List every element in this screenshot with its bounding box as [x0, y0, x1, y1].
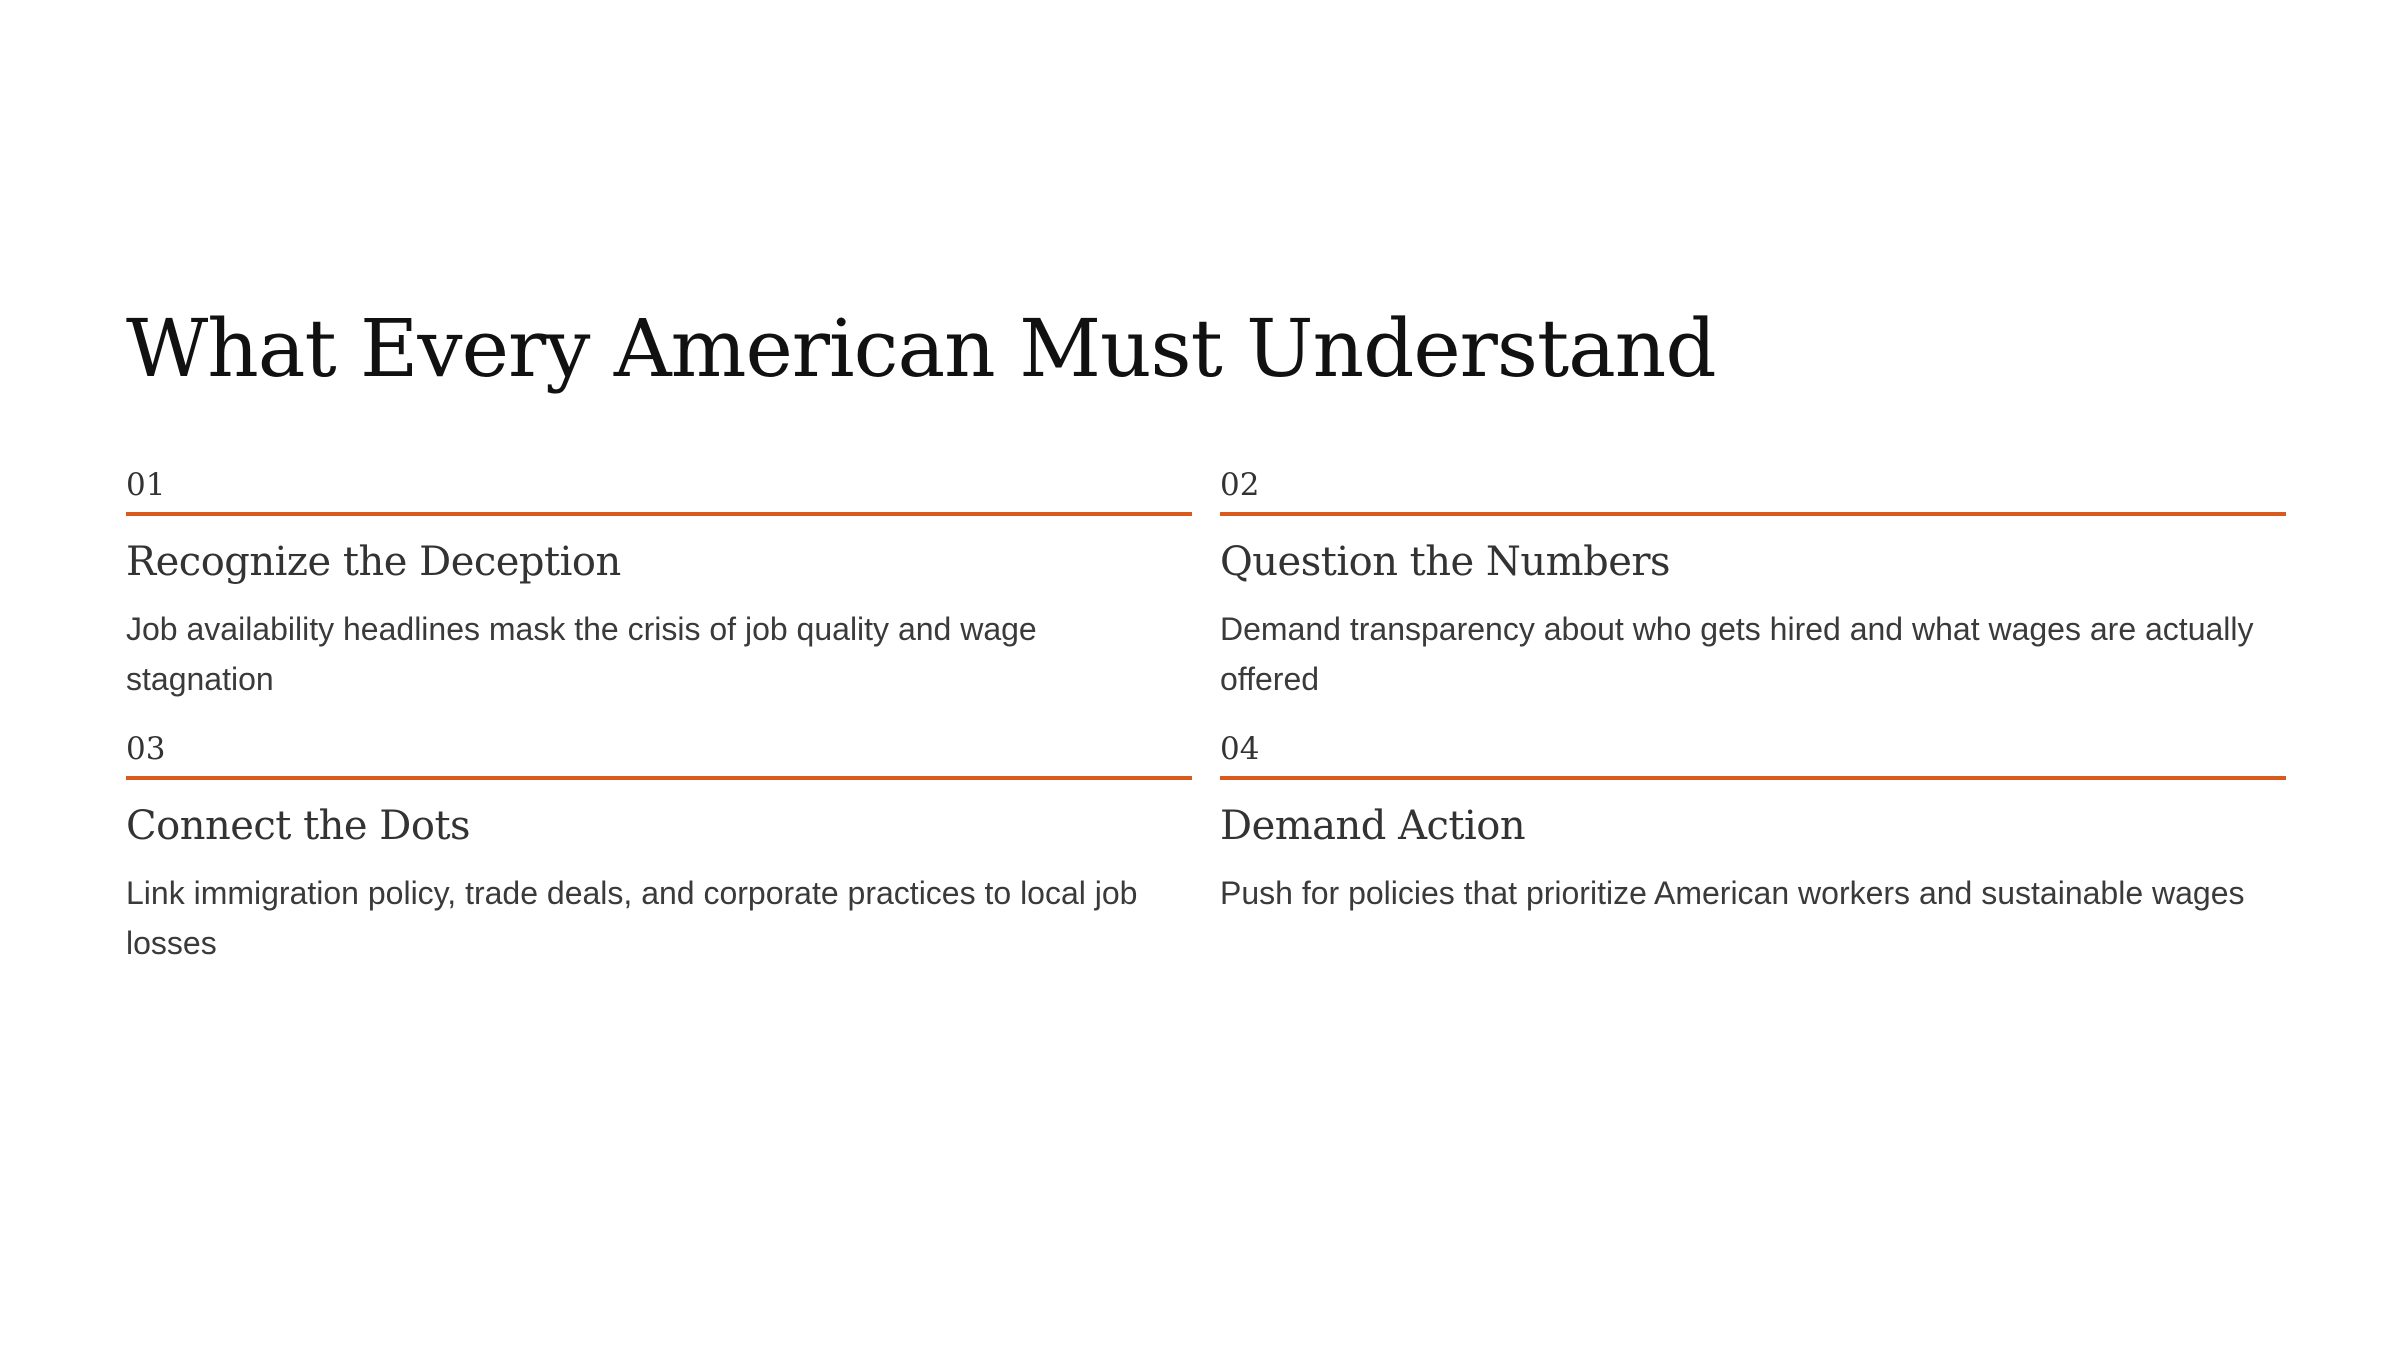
point-heading: Question the Numbers	[1220, 539, 1671, 585]
point-heading: Demand Action	[1220, 803, 1526, 849]
point-card-2	[1220, 467, 2286, 704]
point-card-1	[126, 467, 1192, 704]
point-heading: Recognize the Deception	[126, 539, 621, 585]
accent-divider	[126, 512, 1192, 516]
point-number: 03	[126, 731, 166, 767]
point-number: 04	[1220, 731, 1260, 767]
point-heading: Connect the Dots	[126, 803, 471, 849]
accent-divider	[1220, 512, 2286, 516]
point-card-4	[1220, 731, 2286, 968]
point-description: Link immigration policy, trade deals, and corporate practices to local job losses	[126, 875, 1138, 961]
point-description: Push for policies that prioritize American workers and sustainable wages	[1220, 875, 2245, 911]
accent-divider	[126, 776, 1192, 780]
accent-divider	[1220, 776, 2286, 780]
point-description: Demand transparency about who gets hired and what wages are actually offered	[1220, 611, 2254, 697]
point-card-3	[126, 731, 1192, 968]
slide-title: What Every American Must Understand	[126, 302, 1716, 395]
point-description: Job availability headlines mask the crisis of job quality and wage stagnation	[126, 611, 1037, 697]
points-grid	[126, 467, 2286, 968]
point-number: 02	[1220, 467, 1260, 503]
point-number: 01	[126, 467, 166, 503]
